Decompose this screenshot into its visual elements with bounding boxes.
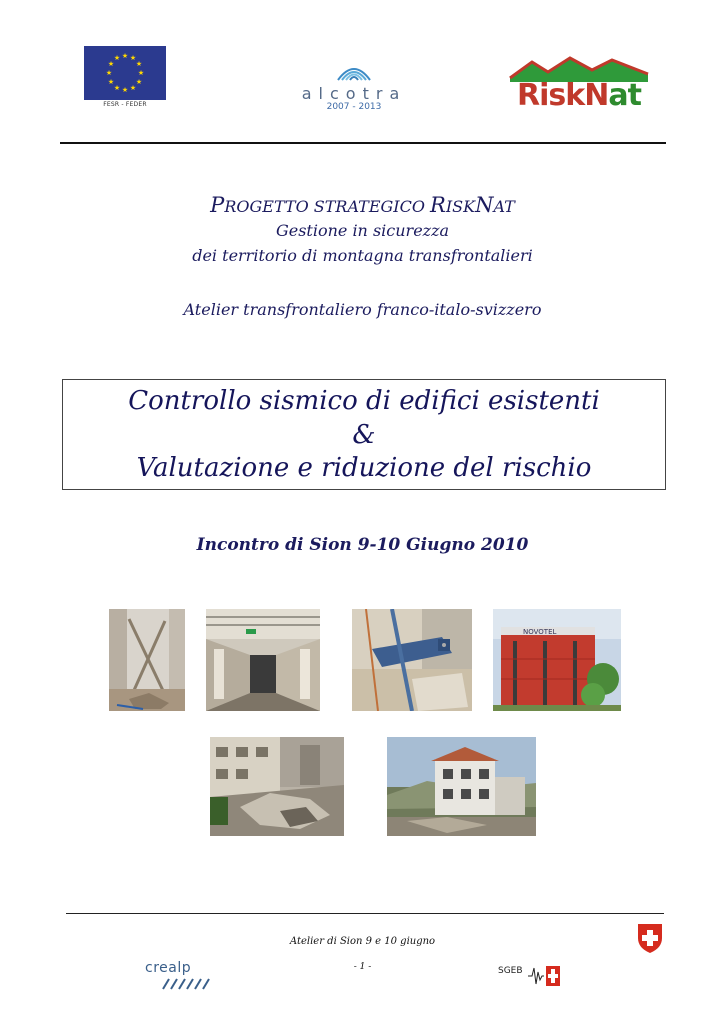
alcotra-years: 2007 - 2013 [326,102,382,112]
project-title-cap3: N [475,193,494,217]
svg-text:★: ★ [113,54,121,62]
project-title-cap1: P [210,193,225,217]
subtitle-line-1: Gestione in sicurezza [275,221,450,240]
photo-damaged-house [387,737,536,836]
svg-text:★: ★ [105,69,113,77]
sgeb-seismograph-icon [528,962,560,990]
alcotra-mountain-icon [334,56,374,82]
footer-atelier-text: Atelier di Sion 9 e 10 giugno [289,936,436,947]
header-rule [60,142,666,144]
alcotra-wordmark: alcotra [301,84,407,103]
crealp-wordmark: crealp [145,960,192,976]
svg-text:★: ★ [135,78,143,86]
eu-flag-icon [84,46,166,100]
subtitle-line-2: dei territorio di montagna transfrontalieri [192,246,533,265]
svg-text:★: ★ [137,69,145,77]
sgeb-wordmark: SGEB [498,966,523,976]
project-title-rest2: ISK [445,197,476,216]
main-title-box [62,379,666,490]
crealp-logo [145,960,225,992]
footer-rule [66,913,664,914]
svg-text:★: ★ [113,84,121,92]
page-number: - 1 - [353,962,372,972]
photo-steel-bracing [352,609,472,711]
project-title-rest3: AT [493,197,515,216]
svg-text:★: ★ [121,86,129,94]
photo-novotel-sign: NOVOTEL [523,628,557,636]
svg-text:★: ★ [121,52,129,60]
eu-caption: FESR - FEDER [103,101,147,108]
svg-text:★: ★ [107,60,115,68]
alcotra-logo [286,56,422,116]
risknat-logo [508,56,650,114]
main-title-ampersand: & [352,420,376,450]
photo-cracked-wall [109,609,185,711]
photo-novotel-building [493,609,621,711]
svg-text:★: ★ [129,84,137,92]
project-title-rest1: ROGETTO STRATEGICO [224,197,431,216]
project-title-cap2: R [430,193,446,217]
risknat-word-red: RiskN [517,78,609,113]
photo-collapsed-building [210,737,344,836]
main-title-line-1: Controllo sismico di edifici esistenti [128,386,600,416]
sgeb-logo [498,962,562,992]
risknat-wordmark [508,78,650,113]
svg-text:★: ★ [129,54,137,62]
svg-text:★: ★ [107,78,115,86]
main-title-line-3: Valutazione e riduzione del rischio [136,453,592,483]
meeting-line: Incontro di Sion 9-10 Giugno 2010 [196,535,529,555]
risknat-word-green: at [608,78,641,113]
atelier-line: Atelier transfrontaliero franco-italo-svizzero [183,300,542,319]
crealp-stripes-icon [159,978,219,990]
project-title [0,193,725,217]
eu-logo [84,46,166,110]
svg-text:★: ★ [135,60,143,68]
photo-corridor [206,609,320,711]
